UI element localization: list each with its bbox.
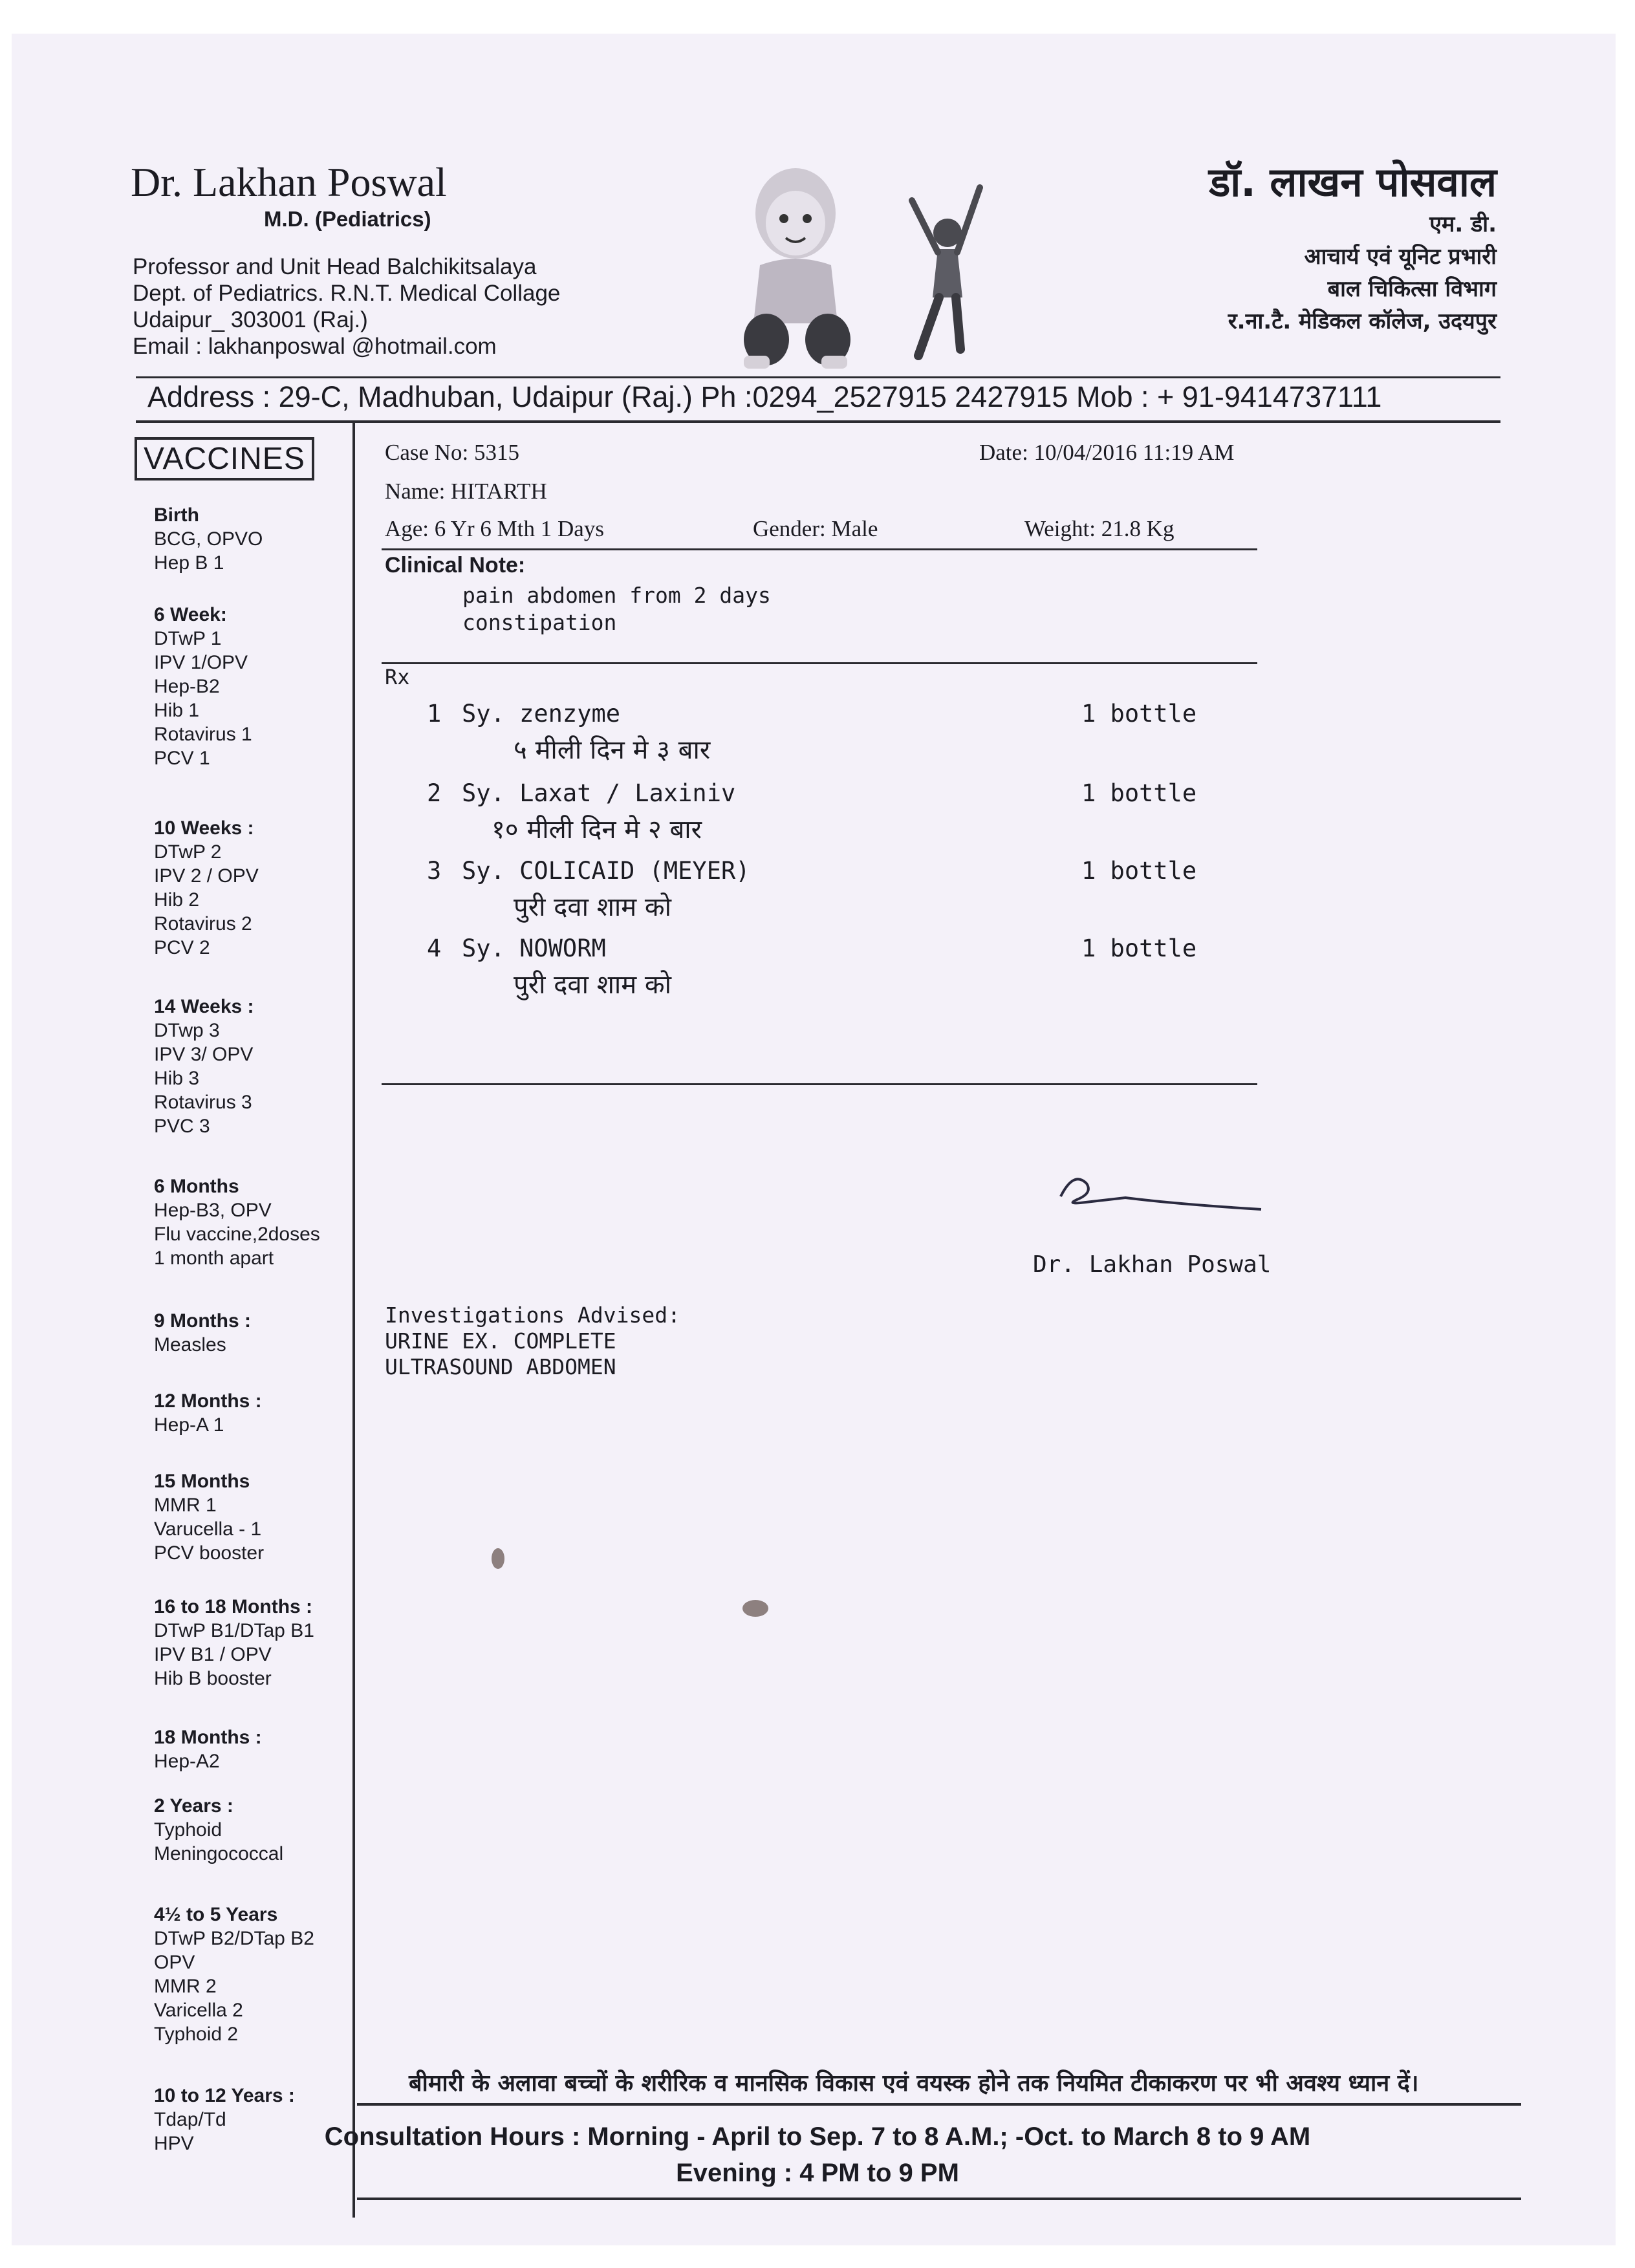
jumping-child-illustration <box>912 188 980 356</box>
vaccine-group-6-months <box>154 1174 320 1270</box>
investigations-section <box>385 1302 680 1380</box>
vaccine-item: MMR 1 <box>154 1495 217 1516</box>
vaccine-item: Hib 1 <box>154 700 200 721</box>
vaccine-item: PCV 1 <box>154 748 210 769</box>
case-number: Case No: 5315 <box>385 440 520 465</box>
patient-gender: Gender: Male <box>753 516 878 541</box>
case-divider <box>382 548 1257 550</box>
vaccine-group-heading: 4½ to 5 Years <box>154 1904 278 1925</box>
header-divider-bottom <box>136 420 1500 423</box>
vaccine-item: Typhoid <box>154 1819 222 1841</box>
rx-item-name: Sy. zenzyme <box>462 700 621 728</box>
vaccine-item: Varucella - 1 <box>154 1518 262 1540</box>
investigation-item: ULTRASOUND ABDOMEN <box>385 1354 616 1379</box>
doctor-name-hindi: डॉ. लाखन पोसवाल <box>1209 158 1497 206</box>
case-date: Date: 10/04/2016 11:19 AM <box>979 440 1235 465</box>
vaccine-item: DTwP 1 <box>154 628 222 649</box>
vaccine-item: Rotavirus 3 <box>154 1092 252 1113</box>
vaccine-item: BCG, OPVO <box>154 528 263 550</box>
vaccine-item: Hep B 1 <box>154 552 224 574</box>
rx-item-number: 3 <box>427 857 442 885</box>
rx-item-number: 1 <box>427 700 442 728</box>
vaccine-item: Hib B booster <box>154 1668 272 1689</box>
vaccine-item: Rotavirus 2 <box>154 913 252 934</box>
vaccine-item: Hib 3 <box>154 1068 200 1089</box>
vaccine-item: DTwP 2 <box>154 841 222 863</box>
vaccine-group-4-5-to-5-years <box>154 1903 314 2046</box>
vaccine-group-15-months <box>154 1469 264 1565</box>
vaccine-item: DTwp 3 <box>154 1020 220 1041</box>
vaccine-item: 1 month apart <box>154 1247 274 1269</box>
rx-item-name: Sy. COLICAID (MEYER) <box>462 857 750 885</box>
doctor-affiliation-hindi <box>1228 208 1497 338</box>
vaccine-group-14-weeks <box>154 995 254 1138</box>
vaccine-group-heading: 10 to 12 Years : <box>154 2085 295 2106</box>
signature-graphic <box>1048 1158 1268 1229</box>
rx-item-name: Sy. Laxat / Laxiniv <box>462 779 736 807</box>
rx-item-dosage: पुरी दवा शाम को <box>514 970 671 1000</box>
affiliation-line: Udaipur_ 303001 (Raj.) <box>133 307 368 332</box>
vaccine-item: Hep-B2 <box>154 676 220 697</box>
vaccine-item: OPV <box>154 1952 195 1973</box>
affiliation-line: Professor and Unit Head Balchikitsalaya <box>133 254 537 279</box>
address-bar: Address : 29-C, Madhuban, Udaipur (Raj.) Ph :0294_2527915 2427915 Mob : + 91-9414737111 <box>147 380 1382 413</box>
vaccine-group-18-months <box>154 1725 262 1773</box>
children-illustration <box>724 162 1028 375</box>
vaccine-item: MMR 2 <box>154 1976 217 1997</box>
vaccines-title: VACCINES <box>135 437 314 481</box>
vaccine-item: Measles <box>154 1334 226 1355</box>
paper-stain <box>492 1548 504 1569</box>
note-divider <box>382 662 1257 664</box>
vaccine-item: DTwP B1/DTap B1 <box>154 1620 314 1641</box>
vaccine-item: Hep-A 1 <box>154 1414 224 1436</box>
vaccine-item: IPV 2 / OPV <box>154 865 259 887</box>
vaccine-item: PCV 2 <box>154 937 210 958</box>
vaccine-item: Hep-B3, OPV <box>154 1200 272 1221</box>
rx-item-quantity: 1 bottle <box>1081 700 1197 728</box>
rx-item-dosage: ५ मीली दिन मे ३ बार <box>514 735 711 765</box>
affiliation-line-hindi: एम. डी. <box>1429 211 1497 237</box>
paper-stain <box>742 1600 768 1617</box>
rx-divider <box>382 1083 1257 1085</box>
signature-name: Dr. Lakhan Poswal <box>1033 1251 1272 1278</box>
rx-item-name: Sy. NOWORM <box>462 934 606 962</box>
rx-item-number: 4 <box>427 934 442 962</box>
evening-hours: Evening : 4 PM to 9 PM <box>676 2159 959 2187</box>
header-divider-top <box>136 376 1500 378</box>
vaccine-item: HPV <box>154 2133 194 2154</box>
vaccine-group-2-years <box>154 1794 283 1866</box>
vaccine-group-heading: 18 Months : <box>154 1727 262 1748</box>
vaccine-group-10-weeks <box>154 816 259 960</box>
rx-item-quantity: 1 bottle <box>1081 857 1197 885</box>
doctor-affiliation-english <box>133 254 560 360</box>
vaccine-item: IPV 1/OPV <box>154 652 248 673</box>
clinical-note-text <box>462 582 771 636</box>
clinical-note-line: pain abdomen from 2 days <box>462 583 771 608</box>
investigations-label: Investigations Advised: <box>385 1302 680 1328</box>
vaccine-group-heading: 6 Months <box>154 1176 239 1197</box>
vaccines-column-divider <box>352 423 355 2218</box>
email-line: Email : lakhanposwal @hotmail.com <box>133 334 497 359</box>
vaccine-group-heading: 6 Week: <box>154 604 227 625</box>
consultation-hours: Consultation Hours : Morning - April to Sep. 7 to 8 A.M.; -Oct. to March 8 to 9 AM <box>324 2122 1311 2151</box>
vaccine-group-16-to-18-months <box>154 1595 314 1690</box>
vaccine-item: Flu vaccine,2doses <box>154 1224 320 1245</box>
rx-item-dosage: १० मीली दिन मे २ बार <box>492 815 702 845</box>
vaccine-item: DTwP B2/DTap B2 <box>154 1928 314 1949</box>
rx-item-quantity: 1 bottle <box>1081 934 1197 962</box>
vaccine-item: Tdap/Td <box>154 2109 226 2130</box>
affiliation-line-hindi: बाल चिकित्सा विभाग <box>1327 276 1497 302</box>
doctor-degree: M.D. (Pediatrics) <box>264 207 431 231</box>
vaccine-group-12-months <box>154 1389 262 1437</box>
vaccine-item: Hep-A2 <box>154 1751 220 1772</box>
vaccine-group-9-months <box>154 1309 251 1357</box>
vaccine-group-heading: 15 Months <box>154 1471 250 1492</box>
patient-age: Age: 6 Yr 6 Mth 1 Days <box>385 516 604 541</box>
patient-name: Name: HITARTH <box>385 479 547 504</box>
rx-label: Rx <box>385 665 410 689</box>
footer-divider-top <box>357 2103 1521 2106</box>
rx-item-dosage: पुरी दवा शाम को <box>514 892 671 922</box>
vaccine-item: Varicella 2 <box>154 2000 243 2021</box>
clinical-note-line: constipation <box>462 610 617 635</box>
vaccine-item: Meningococcal <box>154 1843 284 1864</box>
vaccine-item: IPV 3/ OPV <box>154 1044 254 1065</box>
vaccine-group-heading: 12 Months : <box>154 1390 262 1412</box>
vaccine-group-heading: 16 to 18 Months : <box>154 1596 313 1617</box>
vaccine-group-heading: Birth <box>154 504 199 526</box>
footer-divider-bottom <box>357 2198 1521 2200</box>
investigation-item: URINE EX. COMPLETE <box>385 1328 616 1354</box>
vaccine-group-birth <box>154 503 263 575</box>
vaccine-group-heading: 2 Years : <box>154 1795 233 1817</box>
vaccine-item: IPV B1 / OPV <box>154 1644 272 1665</box>
vaccine-item: PVC 3 <box>154 1116 210 1137</box>
vaccine-group-heading: 10 Weeks : <box>154 817 254 839</box>
vaccine-item: PCV booster <box>154 1542 265 1564</box>
vaccine-group-6-week <box>154 603 252 770</box>
affiliation-line: Dept. of Pediatrics. R.N.T. Medical Collage <box>133 281 561 306</box>
vaccine-item: Hib 2 <box>154 889 200 911</box>
clinical-note-label: Clinical Note: <box>385 553 526 578</box>
vaccine-group-heading: 14 Weeks : <box>154 996 254 1017</box>
rx-item-quantity: 1 bottle <box>1081 779 1197 807</box>
crawling-baby-illustration <box>744 168 850 369</box>
patient-weight: Weight: 21.8 Kg <box>1024 516 1175 541</box>
doctor-name-english: Dr. Lakhan Poswal <box>131 159 447 205</box>
footer-notice-hindi: बीमारी के अलावा बच्चों के शरीरिक व मानसिक विकास एवं वयस्क होने तक नियमित टीकाकरण पर भी अवश्य ध्यान दें। <box>409 2070 1419 2097</box>
rx-item-number: 2 <box>427 779 442 807</box>
vaccine-group-heading: 9 Months : <box>154 1310 251 1332</box>
vaccine-item: Typhoid 2 <box>154 2024 239 2045</box>
vaccine-item: Rotavirus 1 <box>154 724 252 745</box>
affiliation-line-hindi: र.ना.टै. मेडिकल कॉलेज, उदयपुर <box>1228 308 1497 334</box>
affiliation-line-hindi: आचार्य एवं यूनिट प्रभारी <box>1304 244 1497 270</box>
